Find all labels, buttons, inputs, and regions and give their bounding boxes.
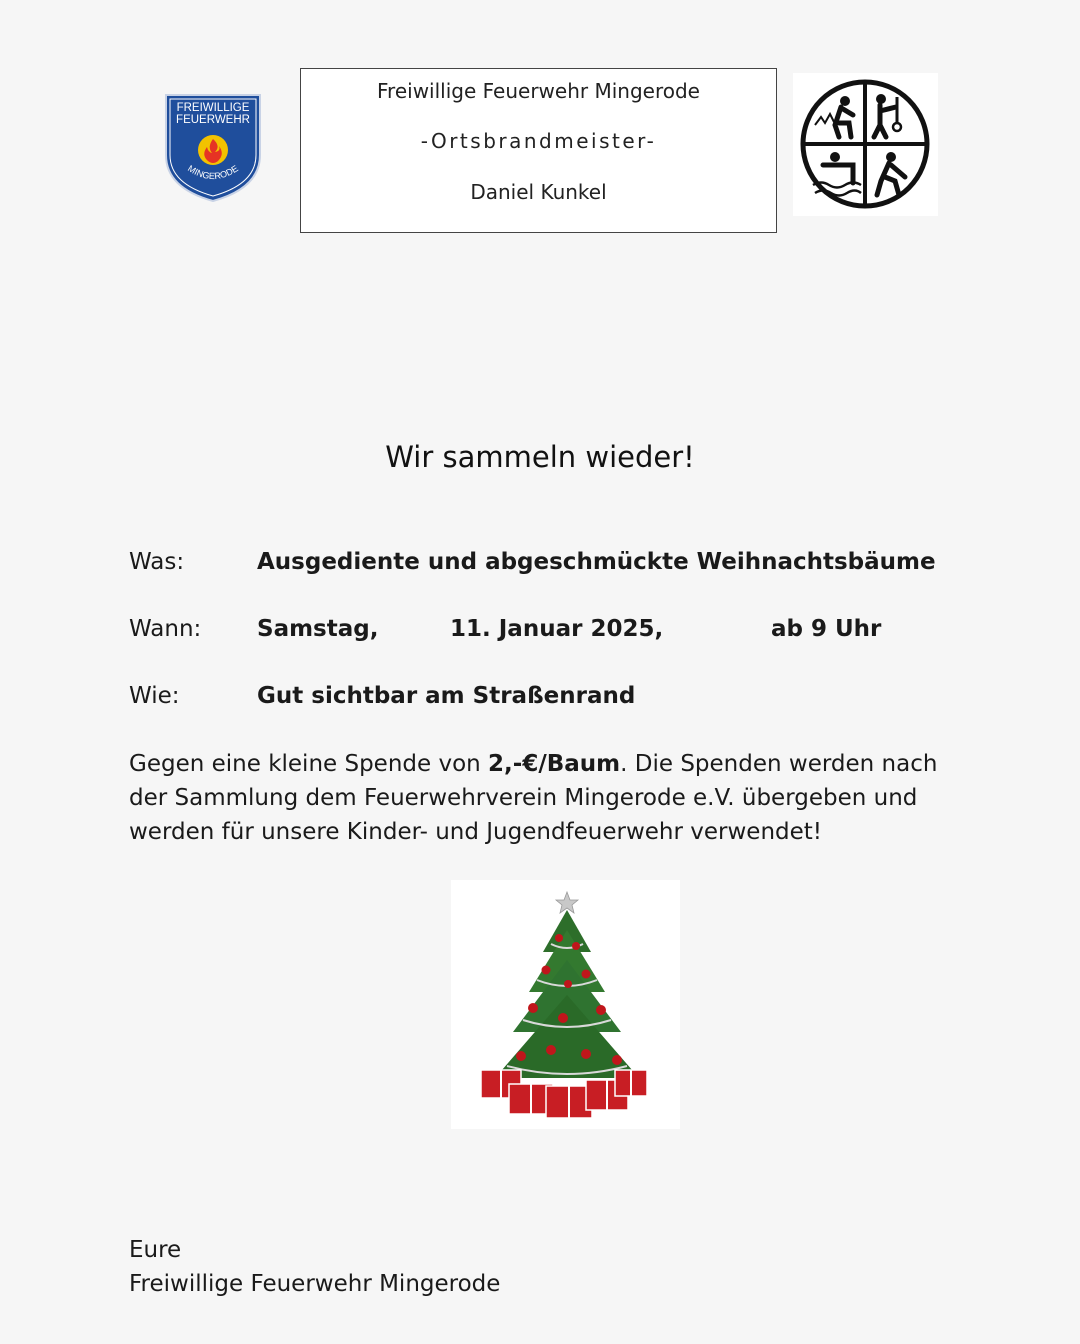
wann-time: ab 9 Uhr bbox=[771, 616, 882, 642]
paragraph-text-before: Gegen eine kleine Spende von bbox=[129, 751, 489, 777]
fire-department-badge bbox=[163, 93, 263, 203]
was-value: Ausgediente und abgeschmückte Weihnachtsbäume bbox=[257, 549, 936, 575]
closing-line-2: Freiwillige Feuerwehr Mingerode bbox=[129, 1271, 501, 1297]
closing-signature bbox=[129, 1233, 500, 1301]
closing-line-1: Eure bbox=[129, 1237, 182, 1263]
fire-brigade-emblem-icon bbox=[793, 73, 938, 216]
organization-name: Freiwillige Feuerwehr Mingerode bbox=[377, 79, 700, 103]
christmas-tree-icon bbox=[451, 880, 680, 1129]
wie-label: Wie: bbox=[129, 683, 180, 709]
wann-label: Wann: bbox=[129, 616, 202, 642]
svg-text:MINGERODE: MINGERODE bbox=[186, 163, 240, 182]
headline: Wir sammeln wieder! bbox=[385, 440, 695, 474]
person-name: Daniel Kunkel bbox=[470, 180, 607, 204]
was-label: Was: bbox=[129, 549, 185, 575]
svg-text:FEUERWEHR: FEUERWEHR bbox=[176, 114, 250, 126]
wie-value: Gut sichtbar am Straßenrand bbox=[257, 683, 636, 709]
donation-amount: 2,-€/Baum bbox=[488, 751, 621, 777]
wann-day: Samstag, bbox=[257, 616, 379, 642]
letterhead-box bbox=[300, 68, 777, 233]
donation-paragraph bbox=[129, 747, 959, 849]
role-title: -Ortsbrandmeister- bbox=[420, 129, 657, 153]
wann-date: 11. Januar 2025, bbox=[450, 616, 664, 642]
svg-text:FREIWILLIGE: FREIWILLIGE bbox=[176, 102, 250, 114]
paragraph-text-after: . Die Spenden werden nach der Sammlung dem Feuerwehrverein Mingerode e.V. übergeben und werden für unsere Kinder- und Jugendfeuerwehr verwendet! bbox=[129, 751, 938, 845]
